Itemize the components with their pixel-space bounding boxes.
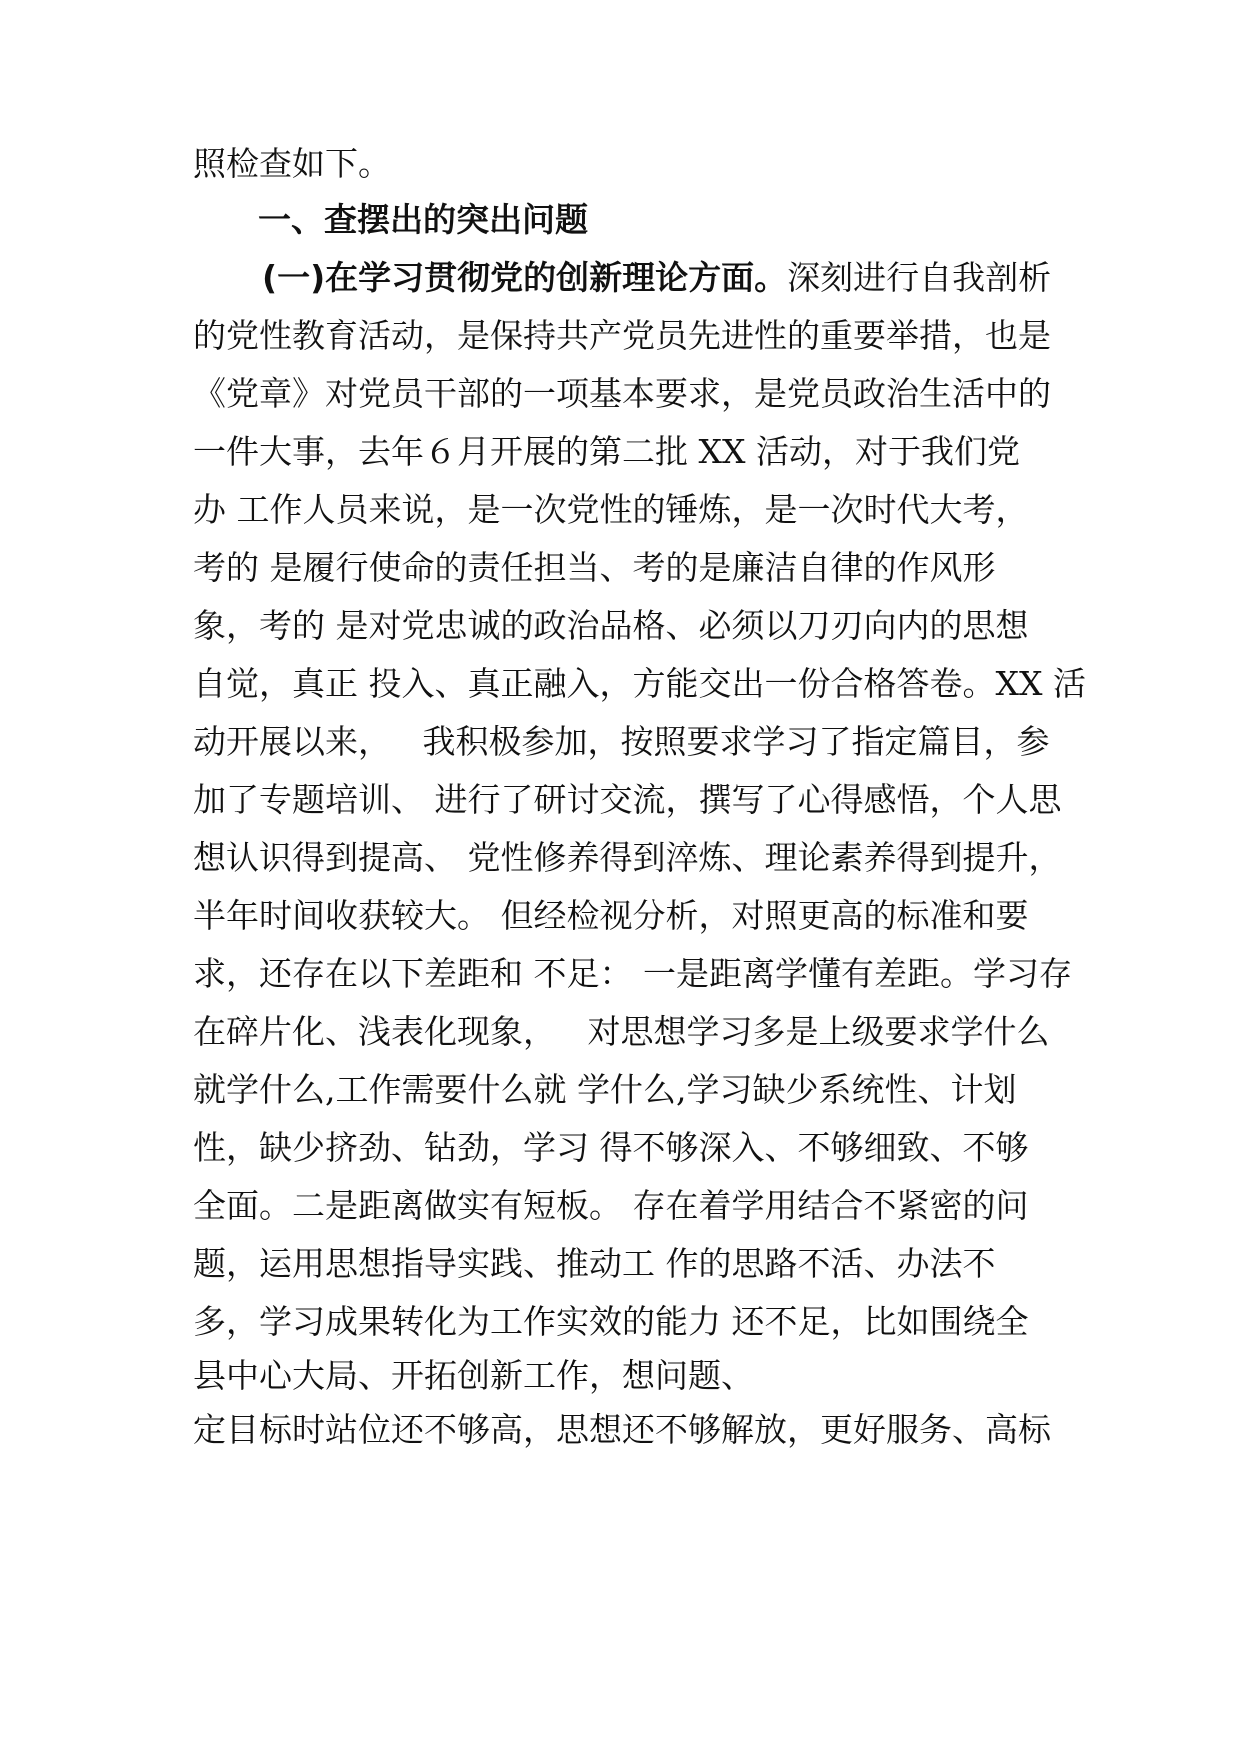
paragraph-line: 全面。二是距离做实有短板。 存在着学用结合不紧密的问 [193,1186,1029,1225]
paragraph-line: 题，运用思想指导实践、推动工 作的思路不活、办法不 [193,1244,996,1283]
paragraph-line: 就学什么,工作需要什么就 学什么,学习缺少系统性、计划 [193,1070,1017,1109]
paragraph-line: 定目标时站位还不够高，思想还不够解放，更好服务、高标 [193,1410,1051,1449]
paragraph-line: 照检查如下。 [193,144,391,183]
paragraph-line: 多，学习成果转化为工作实效的能力 还不足，比如围绕全 [193,1302,1029,1341]
subsection-heading: (一)在学习贯彻党的创新理论方面。 [262,258,788,297]
paragraph-line: 《党章》对党员干部的一项基本要求，是党员政治生活中的 [193,374,1051,413]
paragraph-line: 性，缺少挤劲、钻劲，学习 得不够深入、不够细致、不够 [193,1128,1029,1167]
paragraph-line: 想认识得到提高、 党性修养得到淬炼、理论素养得到提升， [193,838,1062,877]
subsection-line [262,258,1142,298]
paragraph-line: 办 工作人员来说，是一次党性的锤炼，是一次时代大考， [193,490,1029,529]
paragraph-line: 自觉，真正 投入、真正融入，方能交出一份合格答卷。XX 活 [193,664,1086,703]
paragraph-line: 求，还存在以下差距和 不足： 一是距离学懂有差距。学习存 [193,954,1072,993]
paragraph-line: 的党性教育活动，是保持共产党员先进性的重要举措，也是 [193,316,1051,355]
paragraph-line: 加了专题培训、 进行了研讨交流，撰写了心得感悟，个人思 [193,780,1062,819]
paragraph-line: 县中心大局、开拓创新工作，想问题、 [193,1356,754,1395]
section-heading: 一、查摆出的突出问题 [258,200,588,239]
paragraph-line: 象，考的 是对党忠诚的政治品格、必须以刀刃向内的思想 [193,606,1029,645]
paragraph-text: 深刻进行自我剖析 [787,258,1052,297]
paragraph-line: 考的 是履行使命的责任担当、考的是廉洁自律的作风形 [193,548,996,587]
paragraph-line: 动开展以来， 我积极参加，按照要求学习了指定篇目，参 [193,722,1050,761]
paragraph-line: 一件大事，去年６月开展的第二批 XX 活动，对于我们党 [193,432,1020,471]
paragraph-line: 在碎片化、浅表化现象， 对思想学习多是上级要求学什么 [193,1012,1050,1051]
paragraph-line: 半年时间收获较大。 但经检视分析，对照更高的标准和要 [193,896,1029,935]
